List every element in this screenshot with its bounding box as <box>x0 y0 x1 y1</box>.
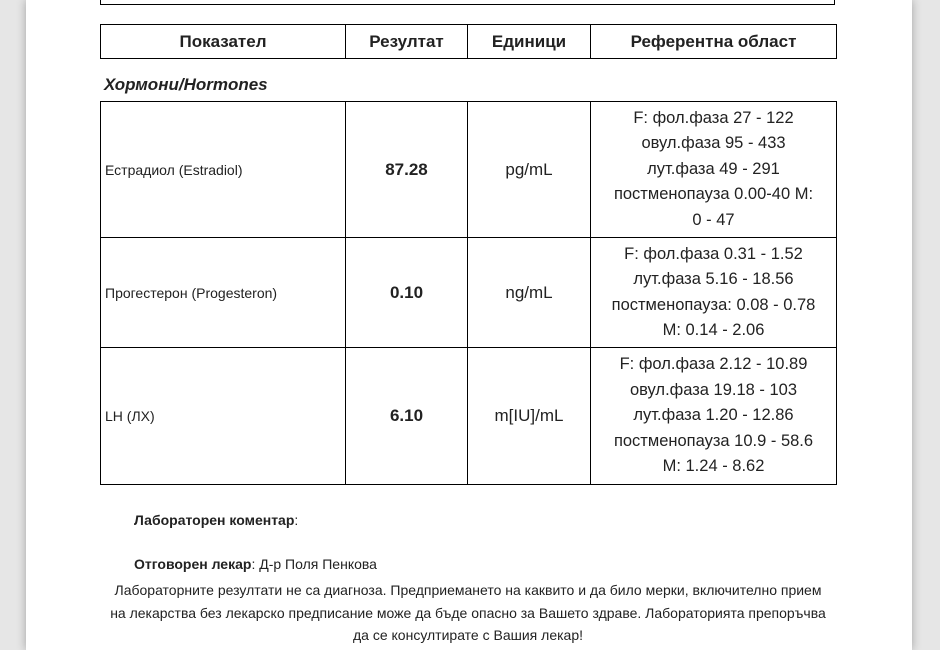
reference-line: M: 0.14 - 2.06 <box>662 321 765 339</box>
test-result-value: 0.10 <box>346 238 468 348</box>
lab-comment-label: Лабораторен коментар <box>134 512 295 528</box>
reference-line: постменопауза 10.9 - 58.6 <box>613 431 814 450</box>
reference-range <box>591 238 837 348</box>
reference-line: постменопауза 0.00-40 M: <box>613 185 814 204</box>
reference-range <box>591 102 837 238</box>
header-row <box>101 25 837 59</box>
header-units: Единици <box>468 25 591 59</box>
table-row <box>101 238 837 348</box>
header-reference-range: Референтна област <box>591 25 837 59</box>
test-unit: ng/mL <box>468 238 591 348</box>
section-title: Хормони/Hormones <box>104 75 268 94</box>
reference-line: овул.фаза 19.18 - 103 <box>629 380 798 399</box>
test-name: Прогестерон (Progesteron) <box>101 238 346 348</box>
reference-line: F: фол.фаза 0.31 - 1.52 <box>624 244 803 263</box>
reference-line: лут.фаза 1.20 - 12.86 <box>633 406 794 425</box>
disclaimer-text: Лабораторните резултати не са диагноза. Предприемането на каквито и да било мерки, включително прием на лекарства без лекарско предписание може да бъде опасно за Вашето здраве. Лабораторията препоръчва да се консултирате с Вашия лекар! <box>110 582 826 643</box>
hormone-results-table <box>100 101 837 485</box>
test-name: LH (ЛХ) <box>101 348 346 485</box>
header-result: Резултат <box>346 25 468 59</box>
table-row <box>101 348 837 485</box>
test-unit: m[IU]/mL <box>468 348 591 485</box>
table-row <box>101 102 837 238</box>
reference-line: F: фол.фаза 2.12 - 10.89 <box>619 355 808 374</box>
reference-line: лут.фаза 49 - 291 <box>647 159 780 178</box>
test-result-value: 87.28 <box>346 102 468 238</box>
test-result-value: 6.10 <box>346 348 468 485</box>
responsible-doctor-label: Отговорен лекар <box>134 556 252 572</box>
results-header-table <box>100 24 837 59</box>
previous-section-box <box>100 0 835 5</box>
reference-line: овул.фаза 95 - 433 <box>641 134 786 153</box>
lab-comment <box>134 512 298 528</box>
reference-line: постменопауза: 0.08 - 0.78 <box>611 295 816 314</box>
reference-line: лут.фаза 5.16 - 18.56 <box>633 270 794 288</box>
responsible-doctor-value: : Д-р Поля Пенкова <box>251 556 377 572</box>
reference-range <box>591 348 837 485</box>
test-name: Естрадиол (Estradiol) <box>101 102 346 238</box>
responsible-doctor <box>134 556 377 572</box>
header-indicator: Показател <box>101 25 346 59</box>
reference-line: 0 - 47 <box>692 210 735 229</box>
reference-line: M: 1.24 - 8.62 <box>662 457 765 476</box>
reference-line: F: фол.фаза 27 - 122 <box>633 108 794 127</box>
test-unit: pg/mL <box>468 102 591 238</box>
lab-comment-suffix: : <box>294 512 299 528</box>
